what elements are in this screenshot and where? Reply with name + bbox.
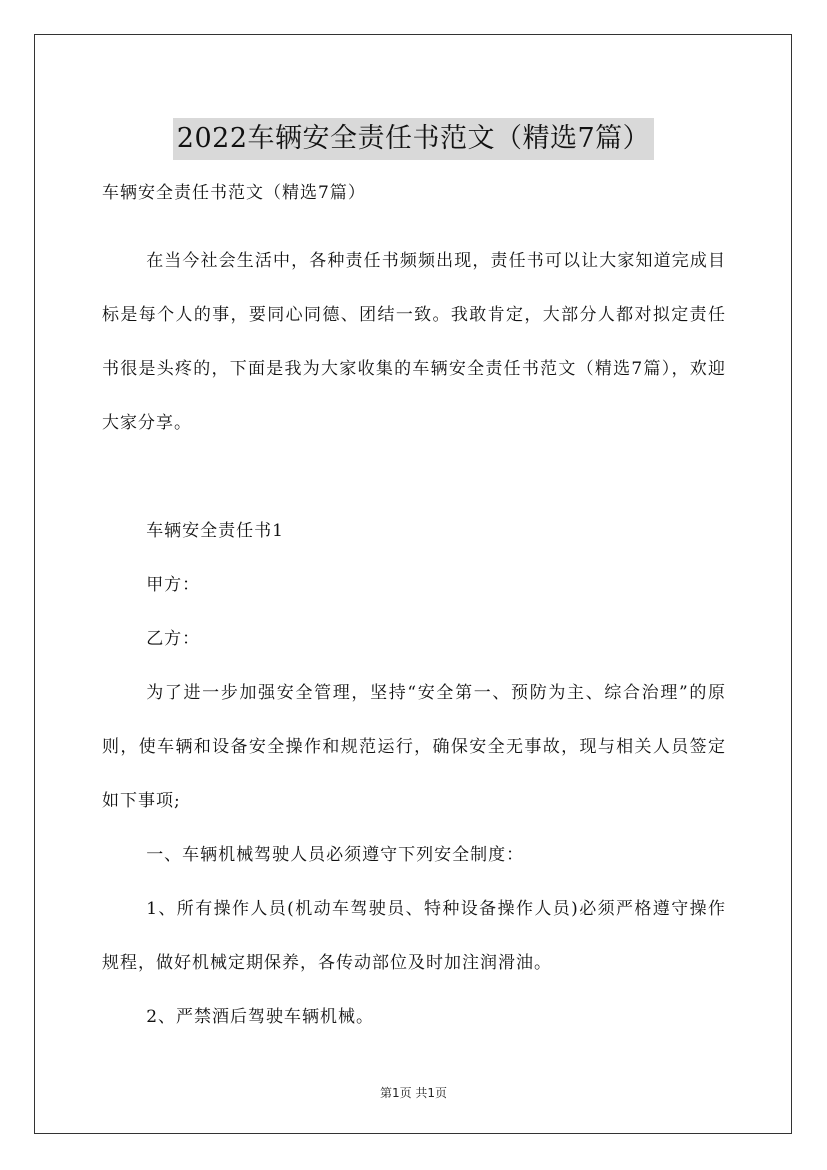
document-title: 2022车辆安全责任书范文（精选7篇） — [173, 118, 654, 160]
intro-paragraph: 在当今社会生活中，各种责任书频频出现，责任书可以让大家知道完成目标是每个人的事，要同心同德、团结一致。我敢肯定，大部分人都对拟定责任书很是头疼的，下面是我为大家收集的车辆安全责任书范文（精选7篇），欢迎大家分享。 — [102, 251, 726, 433]
rule-item-1: 1、所有操作人员(机动车驾驶员、特种设备操作人员)必须严格遵守操作规程，做好机械定期保养，各传动部位及时加注润滑油。 — [102, 899, 726, 973]
blank-line — [102, 450, 726, 504]
section-heading: 车辆安全责任书1 — [146, 521, 285, 541]
party-b-line: 乙方： — [146, 629, 201, 649]
rule-item-2: 2、严禁酒后驾驶车辆机械。 — [146, 1007, 375, 1027]
party-a-line: 甲方： — [146, 575, 201, 595]
purpose-paragraph: 为了进一步加强安全管理，坚持“安全第一、预防为主、综合治理”的原则，使车辆和设备安全操作和规范运行，确保安全无事故，现与相关人员签定如下事项; — [102, 683, 726, 811]
document-subtitle: 车辆安全责任书范文（精选7篇） — [102, 183, 366, 203]
title-container — [0, 100, 827, 178]
document-body — [102, 176, 726, 1044]
rules-heading: 一、车辆机械驾驶人员必须遵守下列安全制度： — [146, 845, 525, 865]
page-footer: 第1页 共1页 — [379, 1086, 448, 1100]
